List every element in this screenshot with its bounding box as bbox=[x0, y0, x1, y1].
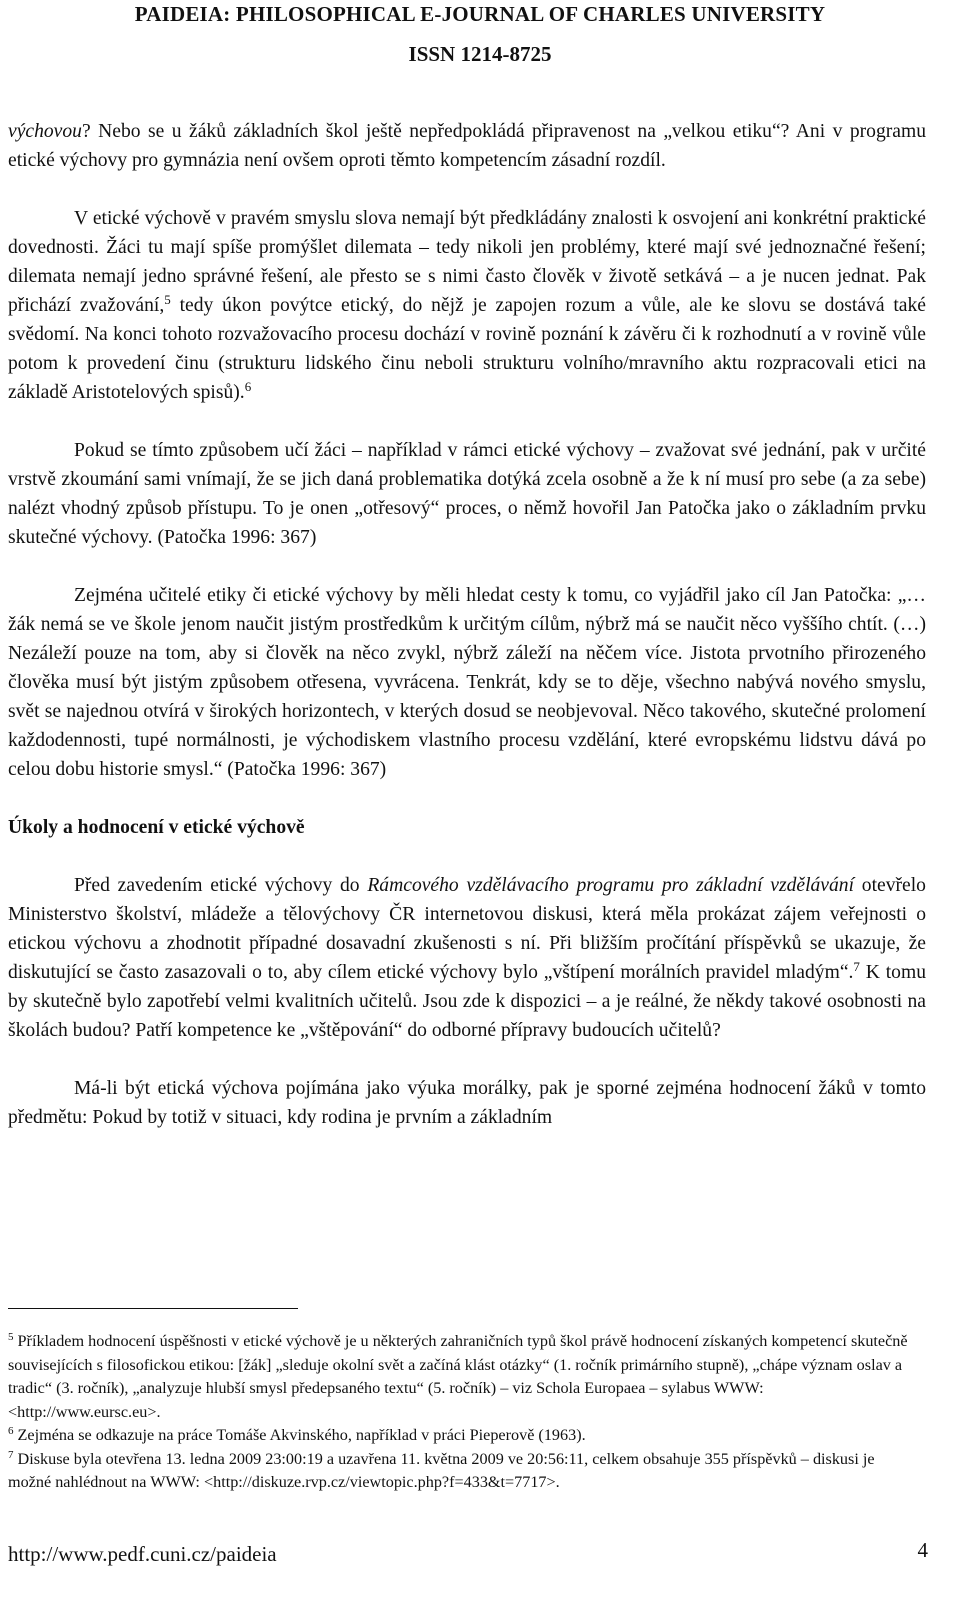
journal-title: PAIDEIA: PHILOSOPHICAL E-JOURNAL OF CHARLES UNIVERSITY bbox=[134, 2, 826, 26]
footnote-ref-5[interactable]: 5 bbox=[164, 292, 171, 307]
footnotes bbox=[8, 1330, 908, 1495]
footnote-6: $^6$ Zejména se odkazuje na práce Tomáše Akvinského, například v práci Pieperově (1963). bbox=[8, 1425, 586, 1444]
footnote-ref-7[interactable]: 7 bbox=[853, 959, 860, 974]
paragraph-4: Zejména učitelé etiky či etické výchovy by měli hledat cesty k tomu, co vyjádřil jako cíl Jan Patočka: „…žák nemá se ve škole jenom naučit jistým prostředkům k určitým cílům, nýbrž má se naučit něco vyššího chtít. (…) Nezáleží pouze na tom, aby si člověk na něco zvykl, nýbrž záleží na něčem více. Jistota prvotního přirozeného člověka musí být jistým způsobem otřesena, vyvrácena. Tenkrát, kdy se to děje, všechno nabývá nového smyslu, svět se najednou otvírá v širokých horizontech, v kterých dosud se neobjevoval. Něco takového, skutečné prolomení každodennosti, tupé normálnosti, je východiskem vlastního procesu vzdělání, které evropskému lidstvu dává po celou dobu historie smysl.“ (Patočka 1996: 367) bbox=[8, 585, 926, 780]
section-heading: Úkoly a hodnocení v etické výchově bbox=[8, 817, 305, 838]
paragraph-6: Má-li být etická výchova pojímána jako výuka morálky, pak je sporné zejména hodnocení žáků v tomto předmětu: Pokud by totiž v situaci, kdy rodina je prvním a základním bbox=[8, 1078, 926, 1128]
paragraph-1: výchovou? Nebo se u žáků základních škol ještě nepředpokládá připravenost na „velkou etiku“? Ani v programu etické výchovy pro gymnázia není ovšem oproti těmto kompetencím zásadní rozdíl. bbox=[8, 121, 926, 171]
italic-term: výchovou bbox=[8, 121, 82, 142]
footnote-5: $^5$ Příkladem hodnocení úspěšnosti v etické výchově je u některých zahraničních typů škol právě hodnocení získaných kompetencí skutečně souvisejících s filosofickou etikou: [žák] „sleduje okolní svět a začíná klást otázky“ (1. ročník primárního stupně), „chápe význam oslav a tradic“ (3. ročník), „analyzuje hlubší smysl předepsaného textu“ (5. ročník) – viz Schola Europaea – sylabus WWW: <http://www.eursc.eu>. bbox=[8, 1331, 908, 1421]
footnote-divider bbox=[8, 1308, 298, 1309]
paragraph-2: V etické výchově v pravém smyslu slova nemají být předkládány znalosti k osvojení ani konkrétní praktické dovednosti. Žáci tu mají spíše promýšlet dilemata – tedy nikoli jen problémy, které mají své jednoznačné řešení; dilemata nemají jedno správné řešení, ale přesto se s nimi často člověk v životě setkává – a je nucen jednat. Pak přichází zvažování,$^5$ tedy úkon povýtce etický, do nějž je zapojen rozum a vůle, ale ke slovu se dostává také svědomí. Na konci tohoto rozvažovacího procesu dochází v rovině poznání k závěru či k rozhodnutí a v rovině vůle potom k provedení činu (strukturu lidského činu neboli strukturu volního/mravního aktu rozpracovali etici na základě Aristotelových spisů).$^6$ bbox=[8, 208, 927, 403]
article-body bbox=[8, 117, 926, 1132]
page-number: 4 bbox=[917, 1538, 928, 1562]
footnote-ref-6[interactable]: 6 bbox=[244, 379, 252, 394]
paragraph-5: Před zavedením etické výchovy do Rámcového vzdělávacího programu pro základní vzdělávání otevřelo Ministerstvo školství, mládeže a tělovýchovy ČR internetovou diskusi, která měla prokázat zájem veřejnosti o etickou výchovu a zhodnotit případné dosavadní zkušenosti s ní. Při bližším pročítání příspěvků se ukazuje, že diskutující se často zasazovali o to, aby cílem etické výchovy bylo „vštípení morálních pravidel mladým“.$^7$ K tomu by skutečně bylo zapotřebí velmi kvalitních učitelů. Jsou zde k dispozici – a je reálné, že někdy takové osobnosti na školách budou? Patří kompetence ke „vštěpování“ do odborné přípravy budoucích učitelů? bbox=[8, 875, 926, 1041]
issn: ISSN 1214-8725 bbox=[408, 42, 552, 66]
footnote-7: $^7$ Diskuse byla otevřena 13. ledna 2009 23:00:19 a uzavřena 11. května 2009 ve 20:56:11, celkem obsahuje 355 příspěvků – diskusi je možné nahlédnout na WWW: <http://diskuze.rvp.cz/viewtopic.php?f=433&t=7717>. bbox=[8, 1448, 875, 1491]
italic-title: Rámcového vzdělávacího programu pro základní vzdělávání bbox=[367, 875, 855, 896]
paragraph-3: Pokud se tímto způsobem učí žáci – například v rámci etické výchovy – zvažovat své jednání, pak v určité vrstvě zkoumání sami vnímají, že se jich daná problematika dotýká zcela osobně a že k ní musí pro sebe (a za sebe) nalézt vhodný způsob přístupu. To je onen „otřesový“ proces, o němž hovořil Jan Patočka jako o základním prvku skutečné výchovy. (Patočka 1996: 367) bbox=[8, 440, 926, 548]
footer-url[interactable]: http://www.pedf.cuni.cz/paideia bbox=[8, 1542, 277, 1566]
